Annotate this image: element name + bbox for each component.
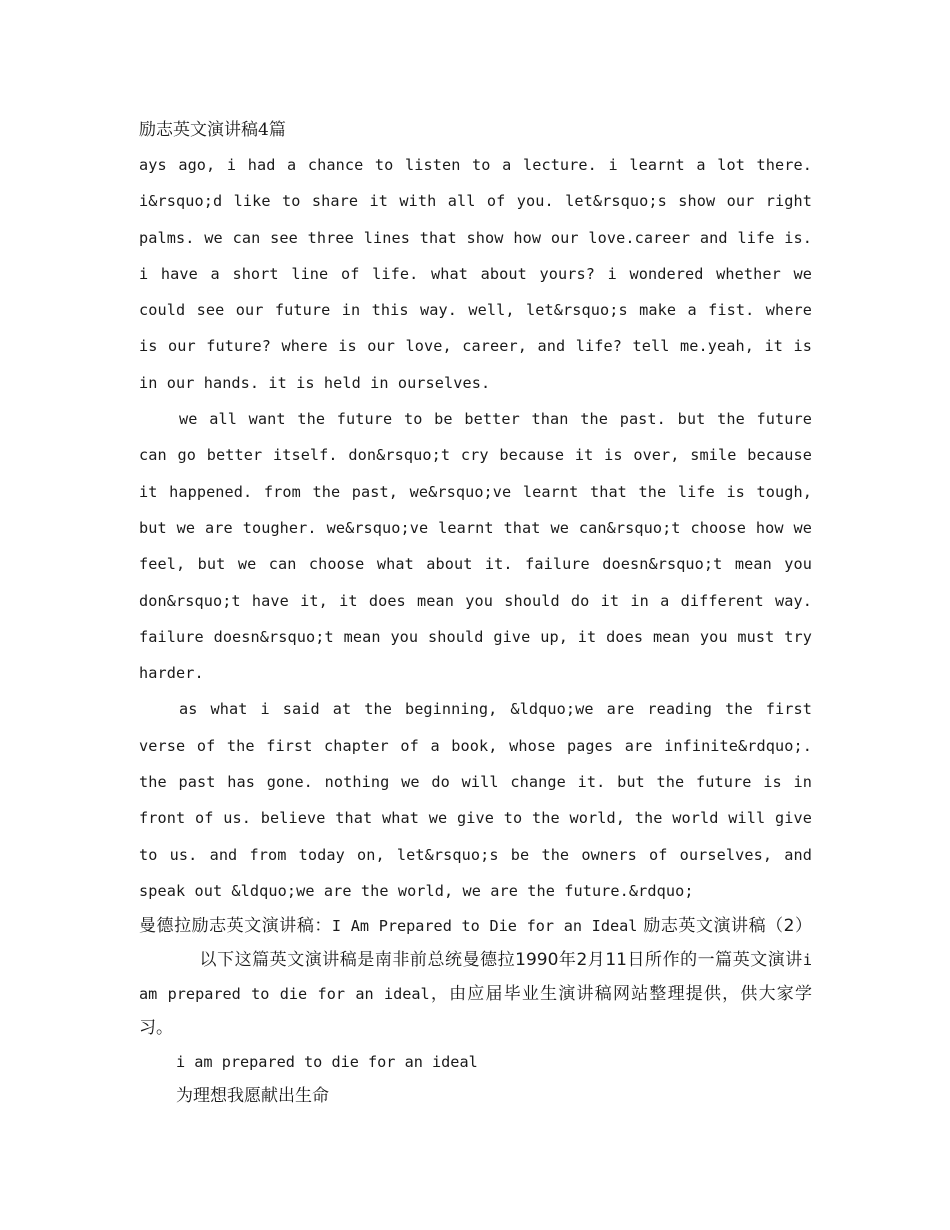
speech-subtitle-chinese: 为理想我愿献出生命: [176, 1086, 329, 1107]
section-2-heading: [139, 909, 812, 1045]
section-2-heading-suffix: 励志英文演讲稿: [637, 916, 767, 937]
speech-subtitle-english: i am prepared to die for an ideal: [176, 1053, 478, 1072]
paragraph-3: as what i said at the beginning, &ldquo;we are reading the first verse of the first chapter of a book, whose pages are infinite&rdquo;. the past has gone. nothing we do will change it. but the future is in front of us. believe that what we give to the world, the world will give to us. and from today on, let&rsquo;s be the owners of ourselves, and speak out &ldquo;we are the world, we are the future.&rdquo;: [139, 700, 812, 900]
section-2-number: （2）: [766, 916, 812, 937]
section-2-heading-prefix: 曼德拉励志英文演讲稿：: [139, 916, 332, 937]
document-page: [139, 117, 812, 1113]
paragraph-1: ays ago, i had a chance to listen to a lecture. i learnt a lot there. i&rsquo;d like to share it with all of you. let&rsquo;s show our right palms. we can see three lines that show how our love.career and life is. i have a short line of life. what about yours? i wondered whether we could see our future in this way. well, let&rsquo;s make a fist. where is our future? where is our love, career, and life? tell me.yeah, it is in our hands. it is held in ourselves.: [139, 156, 812, 392]
section-2-intro-english: i am prepared to die for an ideal: [139, 951, 812, 1004]
paragraph-2: we all want the future to be better than the past. but the future can go better itself. don&rsquo;t cry because it is over, smile because it happened. from the past, we&rsquo;ve learnt that the life is tough, but we are tougher. we&rsquo;ve learnt that we can&rsquo;t choose how we feel, but we can choose what about it. failure doesn&rsquo;t mean you don&rsquo;t have it, it does mean you should do it in a different way. failure doesn&rsquo;t mean you should give up, it does mean you must try harder.: [139, 410, 812, 683]
section-2-intro-part1: 以下这篇英文演讲稿是南非前总统曼德拉1990年2月11日所作的一篇英文演讲: [199, 950, 803, 971]
section-2-intro-part2: ，由应届毕业生演讲稿网站整理提供，供大家学习。: [139, 984, 813, 1039]
section-2-heading-english: I Am Prepared to Die for an Ideal: [331, 917, 638, 936]
document-title: 励志英文演讲稿4篇: [139, 120, 286, 140]
